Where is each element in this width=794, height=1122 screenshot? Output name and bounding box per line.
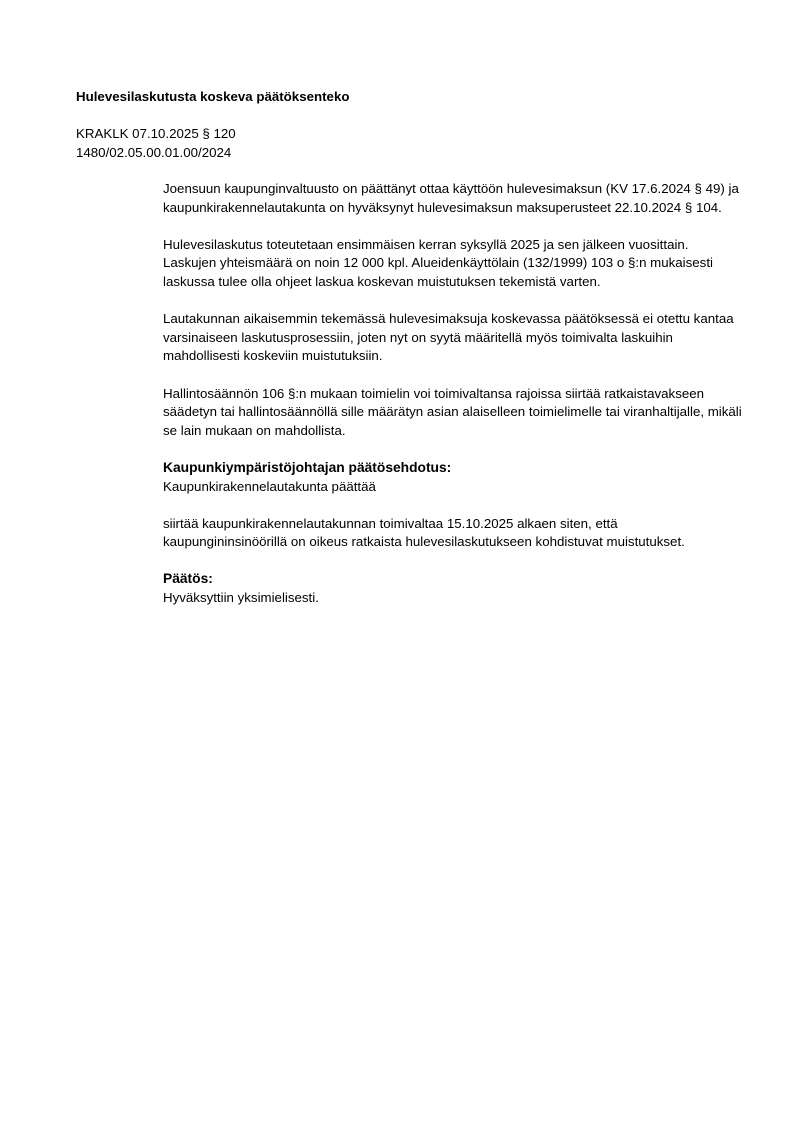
body-paragraph: Hulevesilaskutus toteutetaan ensimmäisen kerran syksyllä 2025 ja sen jälkeen vuosittain. Laskujen yhteismäärä on noin 12 000 kpl. Alueidenkäyttölain (132/1999) 103 o §:n mukaisesti laskussa tulee olla ohjeet laskua koskevan muistutuksen tekemistä varten. (163, 236, 713, 289)
document-body (163, 180, 743, 626)
proposal-text: siirtää kaupunkirakennelautakunnan toimivaltaa 15.10.2025 alkaen siten, että kaupungininsinöörillä on oikeus ratkaista hulevesilaskutukseen kohdistuvat muistutukset. (163, 515, 685, 550)
record-number: 1480/02.05.00.01.00/2024 (76, 144, 232, 160)
meeting-reference: KRAKLK 07.10.2025 § 120 (76, 126, 236, 141)
document-meta (76, 125, 736, 162)
decision-text: Hyväksyttiin yksimielisesti. (163, 590, 319, 606)
proposal-heading: Kaupunkiympäristöjohtajan päätösehdotus: (163, 459, 452, 475)
body-paragraph: Lautakunnan aikaisemmin tekemässä hulevesimaksuja koskevassa päätöksessä ei otettu kantaa varsinaiseen laskutusprosessiin, joten nyt on syytä määritellä myös toimivalta laskuihin mahdollisesti koskeviin muistutuksiin. (163, 311, 734, 364)
proposal-section (163, 459, 743, 496)
decision-heading: Päätös: (163, 571, 213, 587)
body-paragraph: Joensuun kaupunginvaltuusto on päättänyt ottaa käyttöön hulevesimaksun (KV 17.6.2024 § 49) ja kaupunkirakennelautakunta on hyväksynyt hulevesimaksun maksuperusteet 22.10.2024 § 104. (163, 181, 739, 215)
document-title: Hulevesilaskutusta koskeva päätöksenteko (76, 89, 350, 104)
body-paragraph: Hallintosäännön 106 §:n mukaan toimielin voi toimivaltansa rajoissa siirtää ratkaistavakseen säädetyn tai hallintosäännöllä sille määrätyn asian alaiselleen toimielimelle tai viranhaltijalle, mikäli se lain mukaan on mahdollista. (163, 385, 742, 438)
decision-section (163, 570, 743, 607)
proposal-intro: Kaupunkirakennelautakunta päättää (163, 478, 376, 494)
